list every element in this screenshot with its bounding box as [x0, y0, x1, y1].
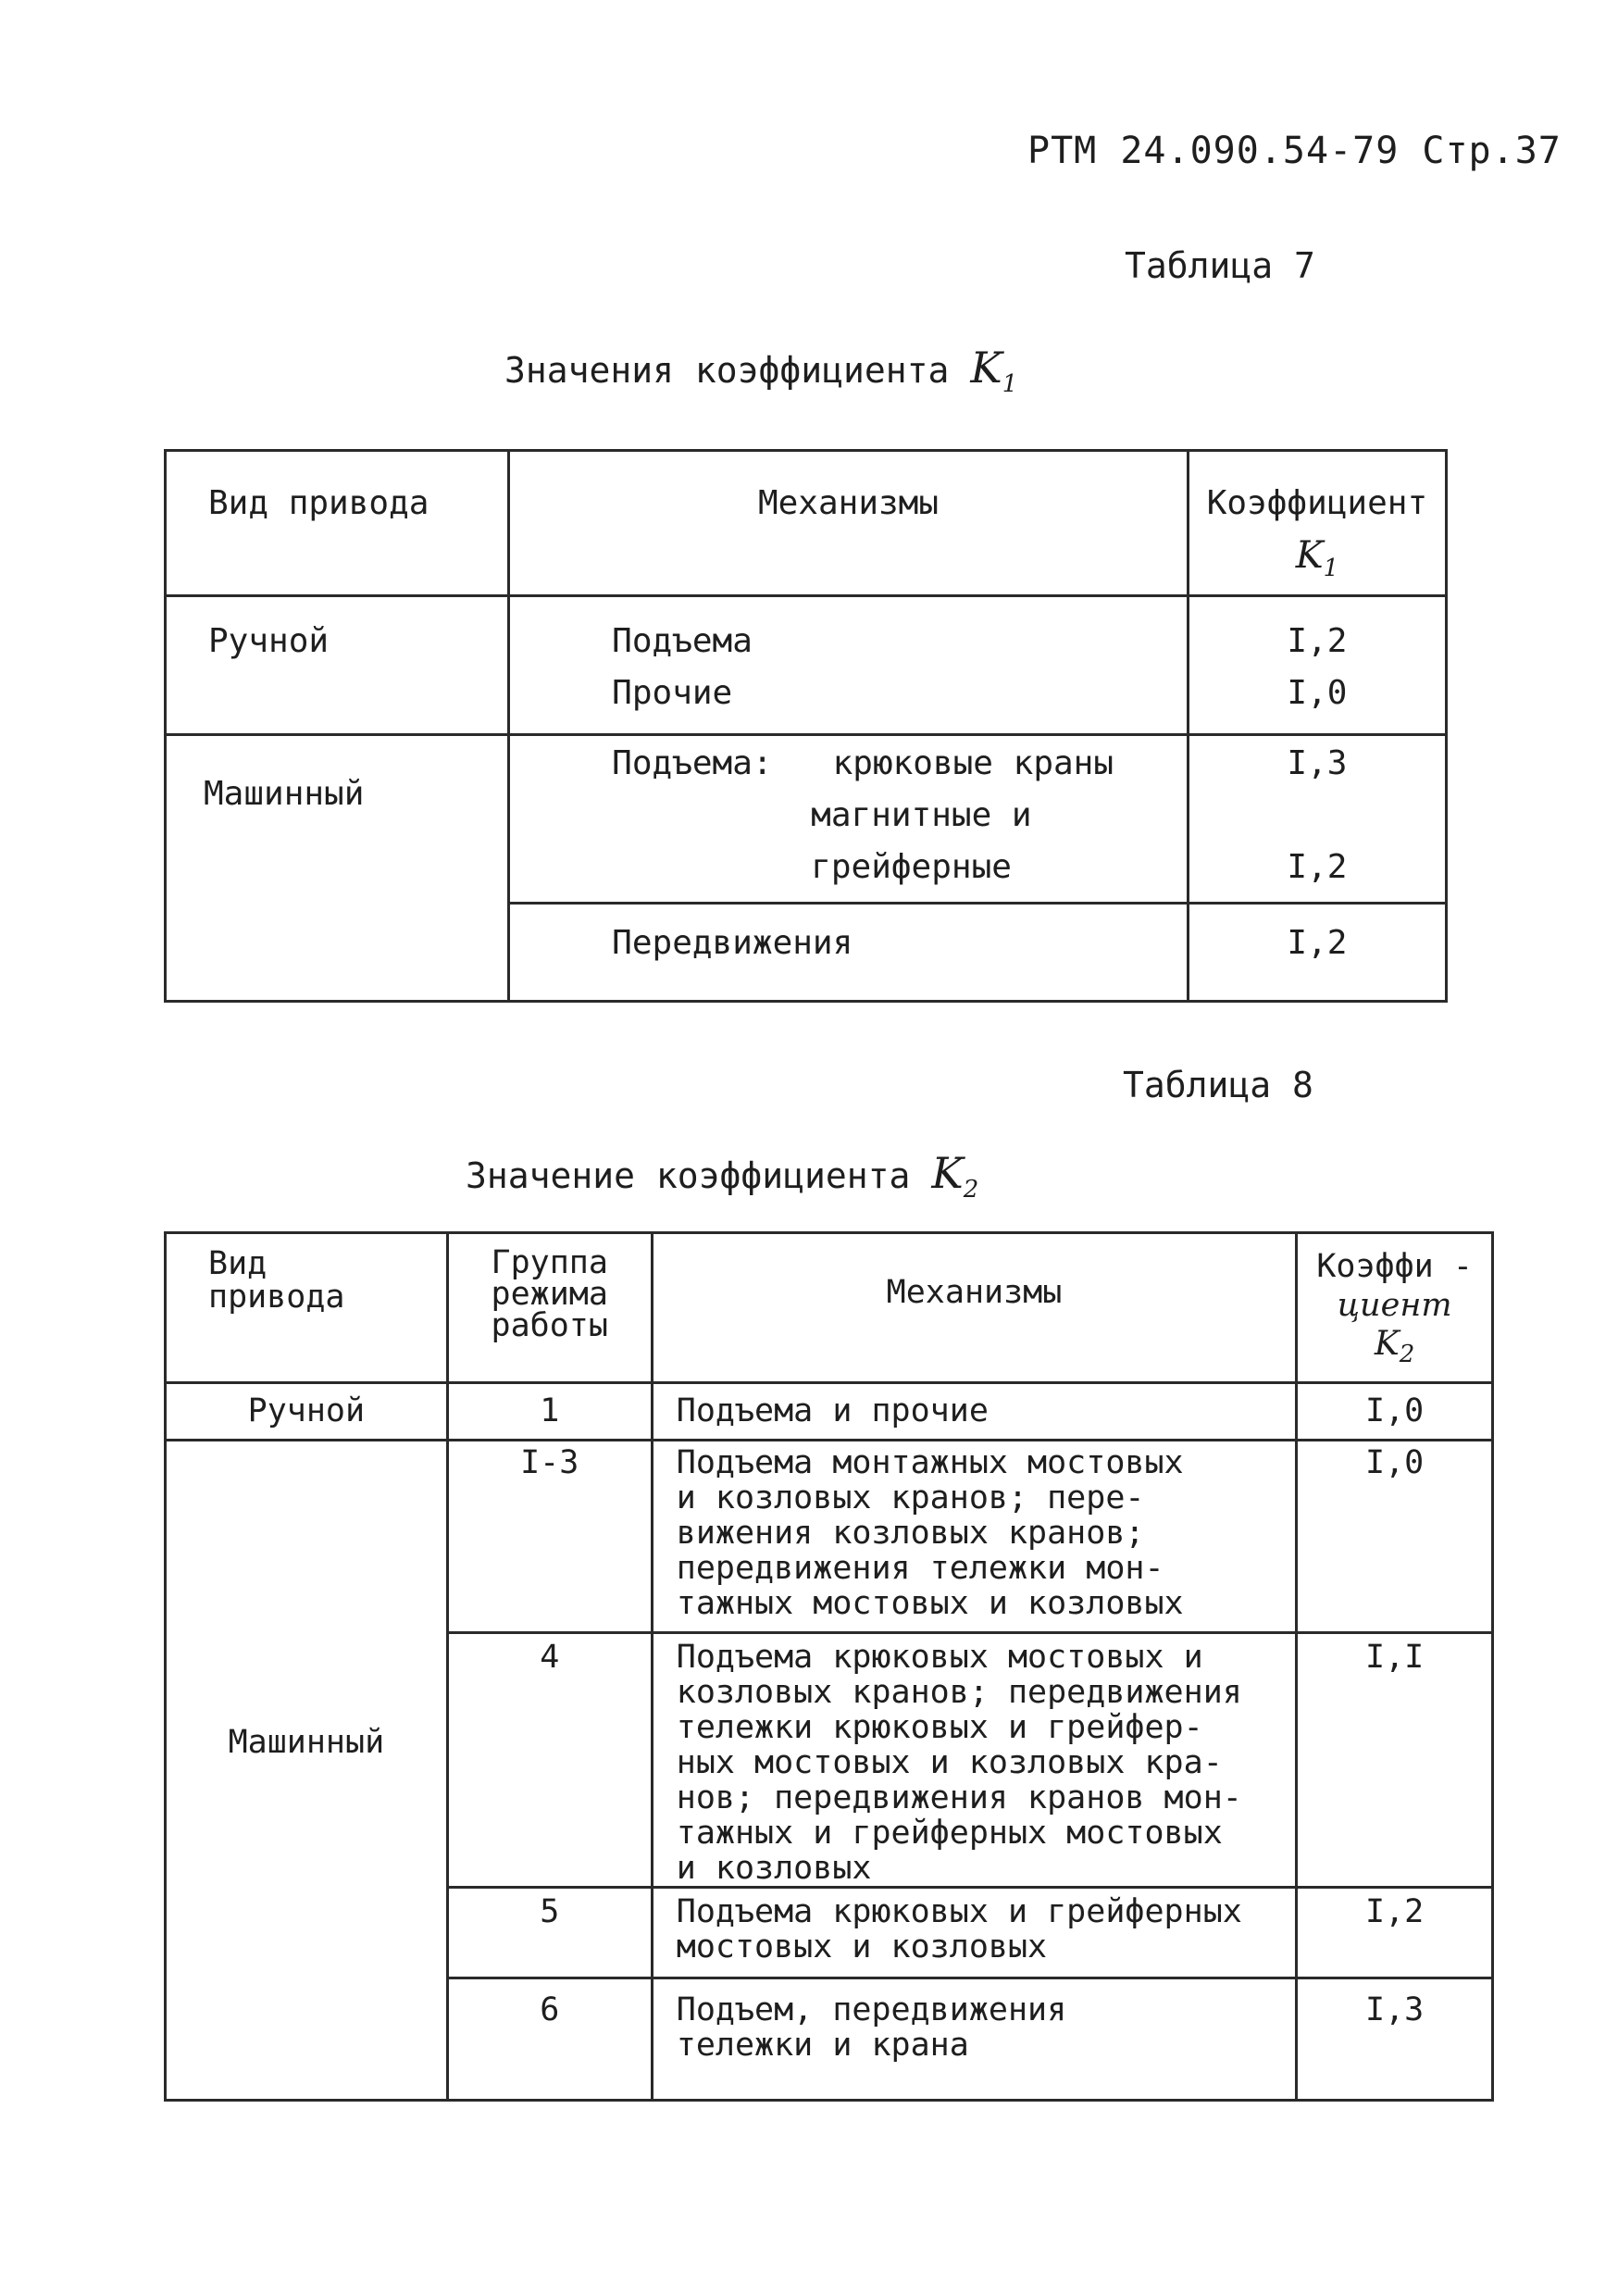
lift-prefix: Подъема: [612, 744, 773, 782]
table8-header-group [447, 1233, 652, 1383]
table8-machine-value-3: I,2 [1297, 1888, 1493, 1978]
table7-manual-mech-1: Подъема [612, 622, 753, 660]
table8-coef-symbol [931, 1148, 979, 1204]
mech-line: Подъема крюковых мостовых и [676, 1639, 1203, 1676]
table8 [164, 1231, 1494, 2102]
table8-machine-mech-4 [652, 1978, 1296, 2101]
mech-line: ных мостовых и козловых кра- [676, 1744, 1223, 1781]
table8-manual-value: I,0 [1297, 1383, 1493, 1441]
table7-row-manual [166, 596, 1447, 735]
table7-label: Таблица 7 [1125, 245, 1315, 286]
table7-manual-mech-2: Прочие [612, 674, 733, 712]
mech-line: нов; передвижения кранов мон- [676, 1779, 1242, 1816]
table7-empty-line [1189, 790, 1445, 842]
mech-line: вижения козловых кранов; [676, 1515, 1145, 1552]
table7-header-drive: Вид привода [166, 451, 509, 596]
table7 [164, 449, 1448, 1003]
table7-manual-val-2: I,0 [1287, 674, 1348, 712]
table7-header-row [166, 451, 1447, 596]
table7-machine-lift-mechanisms [509, 735, 1189, 904]
table8-header-drive-1: Вид [208, 1245, 268, 1282]
table8-header-coef [1297, 1233, 1493, 1383]
table7-machine-drive: Машинный [166, 735, 509, 1002]
table7-header-mechanisms: Механизмы [509, 451, 1189, 596]
table7-machine-lift-line-1 [612, 738, 1187, 790]
table7-machine-lift-val-1: I,3 [1287, 744, 1348, 782]
table7-manual-values [1188, 596, 1446, 735]
mech-line: Подъема монтажных мостовых [676, 1444, 1184, 1481]
table8-label: Таблица 8 [1123, 1065, 1313, 1105]
mech-line: тажных мостовых и козловых [676, 1585, 1184, 1622]
table8-manual-mech: Подъема и прочие [652, 1383, 1296, 1441]
table7-row-machine-lift [166, 735, 1447, 904]
table8-manual-group: 1 [447, 1383, 652, 1441]
mech-line: Подъема крюковых и грейферных [676, 1893, 1242, 1930]
table8-header-drive [166, 1233, 448, 1383]
table8-machine-mech-2 [652, 1633, 1296, 1888]
table8-title-text: Значение коэффициента [466, 1155, 911, 1196]
mech-line: козловых кранов; передвижения [676, 1674, 1242, 1711]
table7-manual-val-1: I,2 [1287, 622, 1348, 660]
table7-title-text: Значения коэффициента [504, 350, 950, 391]
mech-line: передвижения тележки мон- [676, 1550, 1164, 1587]
table8-header-group-3: работы [491, 1307, 608, 1344]
table7-machine-move: Передвижения [509, 904, 1189, 1002]
table8-machine-group-3: 5 [447, 1888, 652, 1978]
coef-letter: K [1374, 1325, 1400, 1363]
document-reference: РТМ 24.090.54-79 Стр.37 [1027, 130, 1562, 172]
table8-machine-mech-1 [652, 1441, 1296, 1633]
mech-line: и козловых кранов; пере- [676, 1479, 1145, 1516]
table7-manual-mechanisms [509, 596, 1189, 735]
lift-hook-cranes: крюковые краны [832, 744, 1114, 782]
mech-line: тележки крюковых и грейфер- [676, 1709, 1203, 1746]
table8-header-coef-symbol [1298, 1325, 1491, 1374]
table8-header-coef-2: циент [1337, 1287, 1452, 1324]
table8-machine-drive: Машинный [166, 1441, 448, 2101]
table7-machine-lift-line-3: грейферные [811, 848, 1012, 886]
table8-manual-drive: Ручной [166, 1383, 448, 1441]
mech-line: мостовых и козловых [676, 1928, 1048, 1965]
coef-letter: K [931, 1148, 964, 1198]
table8-machine-value-2: I,I [1297, 1633, 1493, 1888]
table7-header-coef-label: Коэффициент [1206, 484, 1428, 522]
table7-manual-drive: Ручной [166, 596, 509, 735]
coef-subscript: 2 [1399, 1341, 1415, 1369]
table8-header-row [166, 1233, 1493, 1383]
table8-machine-group-1: I-3 [447, 1441, 652, 1633]
table8-machine-group-2: 4 [447, 1633, 652, 1888]
table8-header-mechanisms: Механизмы [652, 1233, 1296, 1383]
mech-line: Подъем, передвижения [676, 1991, 1067, 2028]
table8-header-group-2: режима [491, 1276, 608, 1313]
table8-machine-group-4: 6 [447, 1978, 652, 2101]
table7-header-coef-symbol [1189, 530, 1445, 594]
table8-header-coef-1: Коэффи - [1316, 1248, 1473, 1285]
mech-line: тажных и грейферных мостовых [676, 1815, 1223, 1852]
table8-machine-mech-3 [652, 1888, 1296, 1978]
table7-machine-lift-values [1188, 735, 1446, 904]
table8-row-machine-1 [166, 1441, 1493, 1633]
mech-line: и козловых [676, 1850, 872, 1887]
table8-machine-value-1: I,0 [1297, 1441, 1493, 1633]
coef-letter: K [970, 343, 1002, 393]
coef-letter: K [1295, 534, 1324, 577]
table7-machine-lift-line-2: магнитные и [811, 796, 1032, 834]
coef-subscript: 1 [1323, 555, 1339, 582]
table7-title [504, 343, 1017, 398]
table8-header-group-1: Группа [491, 1244, 608, 1281]
table8-row-manual [166, 1383, 1493, 1441]
table7-header-coef [1188, 451, 1446, 596]
table8-header-drive-2: привода [208, 1279, 345, 1316]
table8-machine-value-4: I,3 [1297, 1978, 1493, 2101]
table7-coef-symbol [970, 343, 1018, 399]
table8-title [466, 1148, 978, 1204]
coef-subscript: 2 [963, 1176, 979, 1204]
mech-line: тележки и крана [676, 2027, 969, 2064]
coef-subscript: 1 [1002, 370, 1018, 399]
table7-machine-lift-val-2: I,2 [1287, 848, 1348, 886]
table7-machine-move-val: I,2 [1188, 904, 1446, 1002]
